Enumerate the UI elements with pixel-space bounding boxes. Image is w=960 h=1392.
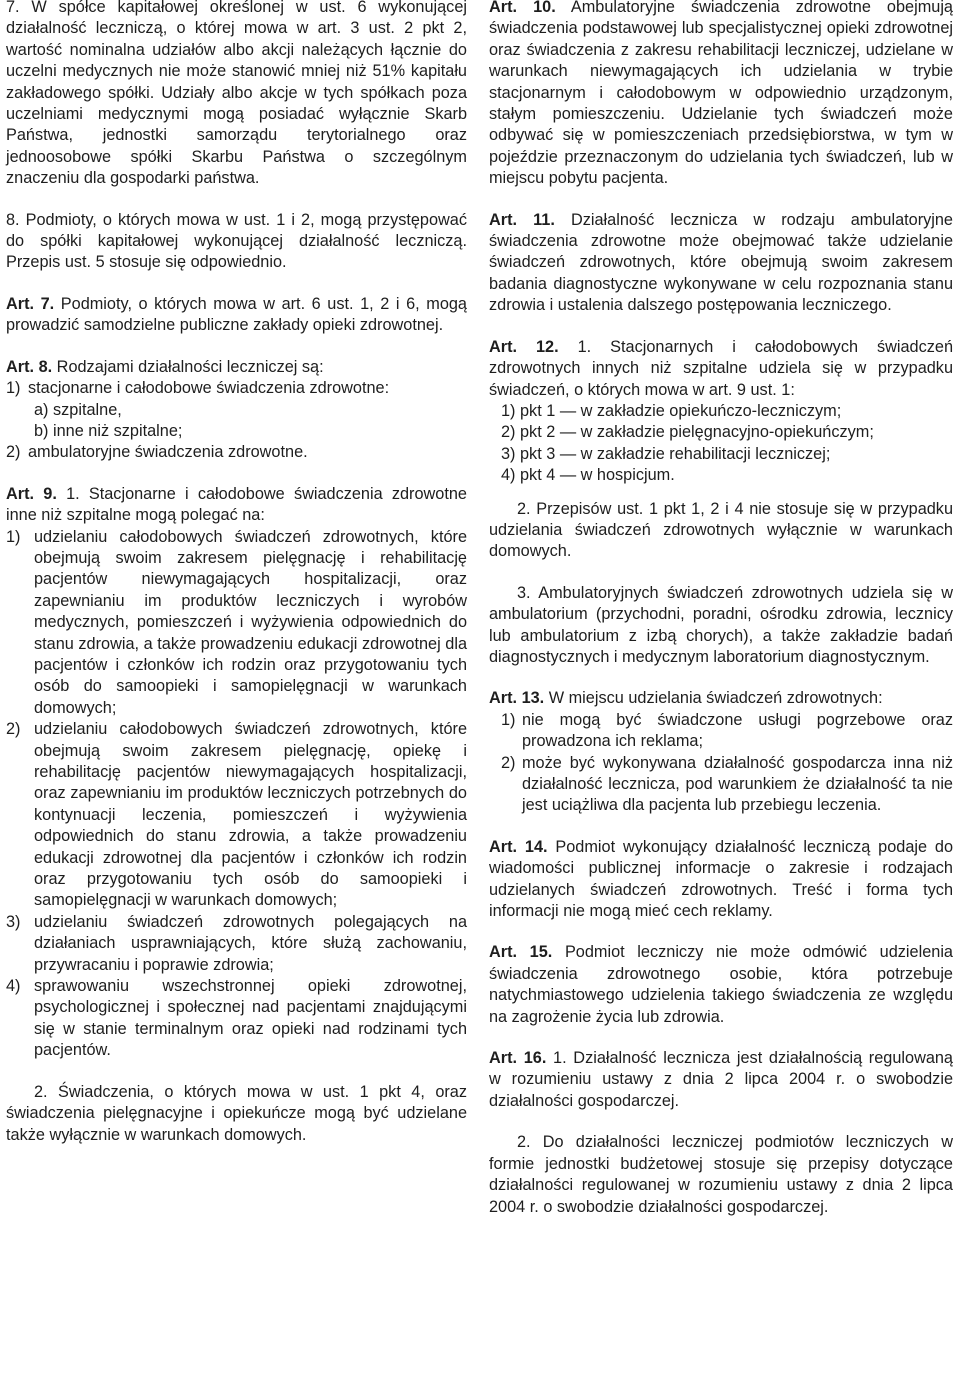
list-number: 3) <box>6 912 21 931</box>
list-number: 2) <box>6 720 21 739</box>
article-15 <box>489 942 953 1028</box>
list-number: 4) <box>6 977 21 996</box>
paragraph-ust7: 7. W spółce kapitałowej określonej w ust. 6 wykonującej działalność leczniczą, o której mowa w art. 3 ust. 2 pkt 2, wartość nominalna udziałów albo akcji należących łącznie do uczelni medycznych nie może stanowić mniej niż 51% kapitału zakładowego spółki. Udziały albo akcje w tych spółkach poza uczelniami medycznymi mogą posiadać wyłącznie Skarb Państwa, jednostki samorządu terytorialnego oraz jednoosobowe spółki Skarbu Państwa o szczególnym znaczeniu dla gospodarki państwa. <box>6 0 467 188</box>
article-9-text: 1. Stacjonarne i całodobowe świadczenia zdrowotne inne niż szpitalne mogą polegać na: <box>6 484 467 525</box>
right-column <box>489 0 953 1218</box>
article-12-text: 1. Stacjonarnych i całodobowych świadczeń zdrowotnych innych niż szpitalne udziela się w przypadku świadczeń, o których mowa w art. 9 ust. 1: <box>489 337 953 399</box>
list-text: ambulatoryjne świadczenia zdrowotne. <box>28 443 308 462</box>
article-13-text: W miejscu udzielania świadczeń zdrowotnych: <box>544 689 883 708</box>
paragraph-ust8: 8. Podmioty, o których mowa w ust. 1 i 2, mogą przystępować do spółki kapitałowej wykonującej działalność leczniczą. Przepis ust. 5 stosuje się odpowiednio. <box>6 210 467 272</box>
list-number: 2) <box>501 753 516 772</box>
article-11-text: Działalność lecznicza w rodzaju ambulatoryjne świadczenia zdrowotne może obejmować także udzielanie świadczeń zdrowotnych, które obejmują swoim zakresem badania diagnostyczne wykonywane w celu rozpoznania stanu zdrowia i ustalenia dalszego postępowania leczniczego. <box>489 210 953 315</box>
article-16 <box>489 1048 953 1112</box>
left-column <box>6 0 467 1146</box>
article-12-pkt-2: 2) pkt 2 — w zakładzie pielęgnacyjno-opiekuńczym; <box>501 423 874 442</box>
article-12 <box>489 337 953 401</box>
article-14-label: Art. 14. <box>489 837 548 856</box>
article-16-text: 1. Działalność lecznicza jest działalnością regulowaną w rozumieniu ustawy z dnia 2 lipca 2004 r. o swobodzie działalności gospodarczej. <box>489 1049 953 1110</box>
article-14-text: Podmiot wykonujący działalność leczniczą podaje do wiadomości publicznej informacje o zakresie i rodzajach udzielanych świadczeń zdrowotnych. Treść i forma tych informacji nie mogą mieć cech reklamy. <box>489 837 953 921</box>
article-7-label: Art. 7. <box>6 294 55 313</box>
article-16-label: Art. 16. <box>489 1049 547 1068</box>
article-8-text: Rodzajami działalności leczniczej są: <box>52 357 324 376</box>
article-13-item-1 <box>489 710 953 753</box>
article-11 <box>489 210 953 317</box>
article-9-item-4 <box>6 976 467 1062</box>
article-13-label: Art. 13. <box>489 689 545 708</box>
article-8 <box>6 357 467 378</box>
article-11-label: Art. 11. <box>489 210 555 229</box>
list-text: stacjonarne i całodobowe świadczenia zdrowotne: <box>28 379 390 398</box>
article-13 <box>489 688 953 709</box>
article-15-text: Podmiot leczniczy nie może odmówić udzielenia świadczenia zdrowotnego osobie, która potrzebuje natychmiastowego udzielenia takiego świadczenia ze względu na zagrożenie życia lub zdrowia. <box>489 943 953 1026</box>
list-text: sprawowaniu wszechstronnej opieki zdrowotnej, psychologicznej i społecznej nad pacjentami znajdującymi się w stanie terminalnym oraz opieki nad rodzinami tych pacjentów. <box>34 977 467 1060</box>
list-text: udzielaniu całodobowych świadczeń zdrowotnych, które obejmują swoim zakresem pielęgnację, opiekę i rehabilitację pacjentów niewymagających hospitalizacji, oraz zapewnianiu im produktów leczniczych potrzebnych do kontynuacji leczenia, pomieszczeń i wyżywienia odpowiednich do stanu zdrowia, a także prowadzeniu edukacji zdrowotnej dla pacjentów i członków ich rodzin oraz przygotowaniu tych osób do samoopieki i samopielęgnacji w warunkach domowych; <box>34 720 467 910</box>
list-number: 1) <box>6 379 21 398</box>
article-10-text: Ambulatoryjne świadczenia zdrowotne obejmują świadczenia podstawowej lub specjalistycznej opieki zdrowotnej oraz świadczenia z zakresu rehabilitacji leczniczej, udzielane w warunkach niewymagających ich udzielania w trybie stacjonarnym i całodobowym w odpowiednio urządzonym, stałym pomieszczeniu. Udzielanie tych świadczeń może odbywać się w pomieszczeniach przedsiębiorstwa, w tym w pojeździe przeznaczonym do udzielania tych świadczeń, lub w miejscu pobytu pacjenta. <box>489 0 953 188</box>
article-8-item-2 <box>6 442 467 463</box>
article-13-item-2 <box>489 753 953 817</box>
article-12-ust3: 3. Ambulatoryjnych świadczeń zdrowotnych udziela się w ambulatorium (przychodni, poradni, ośrodku zdrowia, lecznicy lub ambulatorium z izbą chorych), a także zakładzie badań diagnostycznych i medycznym laboratorium diagnostycznym. <box>489 583 953 666</box>
article-9-ust2: 2. Świadczenia, o których mowa w ust. 1 pkt 4, oraz świadczenia pielęgnacyjne i opiekuńcze mogą być udzielane także wyłącznie w warunkach domowych. <box>6 1082 467 1144</box>
article-12-ust2: 2. Przepisów ust. 1 pkt 1, 2 i 4 nie stosuje się w przypadku udzielania świadczeń zdrowotnych wyłącznie w warunkach domowych. <box>489 499 953 561</box>
article-12-pkt-1: 1) pkt 1 — w zakładzie opiekuńczo-leczniczym; <box>501 401 842 420</box>
article-12-pkt-4: 4) pkt 4 — w hospicjum. <box>501 466 675 485</box>
article-10-label: Art. 10. <box>489 0 556 16</box>
article-12-pkt-3: 3) pkt 3 — w zakładzie rehabilitacji leczniczej; <box>501 444 831 463</box>
list-text: może być wykonywana działalność gospodarcza inna niż działalność lecznicza, pod warunkiem że działalność ta nie jest uciążliwa dla pacjenta lub przebiegu leczenia. <box>522 753 953 815</box>
article-9-item-1 <box>6 527 467 720</box>
list-text: nie mogą być świadczone usługi pogrzebowe oraz prowadzona ich reklama; <box>522 710 953 751</box>
article-16-ust2: 2. Do działalności leczniczej podmiotów leczniczych w formie jednostki budżetowej stosuje się przepisy dotyczące działalności regulowanej w rozumieniu ustawy z dnia 2 lipca 2004 r. o swobodzie działalności gospodarczej. <box>489 1133 953 1216</box>
article-9-item-3 <box>6 912 467 976</box>
article-8-item-1 <box>6 378 467 399</box>
article-7-text: Podmioty, o których mowa w art. 6 ust. 1, 2 i 6, mogą prowadzić samodzielne publiczne zakłady opieki zdrowotnej. <box>6 294 467 335</box>
article-12-label: Art. 12. <box>489 337 559 356</box>
list-number: 2) <box>6 443 21 462</box>
article-14 <box>489 837 953 923</box>
article-15-label: Art. 15. <box>489 943 553 962</box>
list-number: 1) <box>501 710 516 729</box>
article-10 <box>489 0 953 190</box>
article-8-item-1b: b) inne niż szpitalne; <box>34 421 183 440</box>
article-9-label: Art. 9. <box>6 484 57 503</box>
list-number: 1) <box>6 527 21 546</box>
article-8-label: Art. 8. <box>6 357 53 376</box>
article-8-item-1a: a) szpitalne, <box>34 400 122 419</box>
list-text: udzielaniu świadczeń zdrowotnych polegających na działaniach usprawniających, które służą zachowaniu, przywracaniu i poprawie zdrowia; <box>34 912 467 974</box>
list-text: udzielaniu całodobowych świadczeń zdrowotnych, które obejmują swoim zakresem pielęgnację i rehabilitację pacjentów niewymagających hospitalizacji, oraz zapewnianiu im produktów leczniczych i wyrobów medycznych, pomieszczeń i wyżywienia odpowiednich do stanu zdrowia, a także prowadzeniu edukacji zdrowotnej dla pacjentów i członków ich rodzin oraz przygotowaniu tych osób do samoopieki i samopielęgnacji w warunkach domowych; <box>34 527 467 717</box>
article-9 <box>6 484 467 527</box>
article-9-item-2 <box>6 719 467 912</box>
article-7 <box>6 294 467 337</box>
